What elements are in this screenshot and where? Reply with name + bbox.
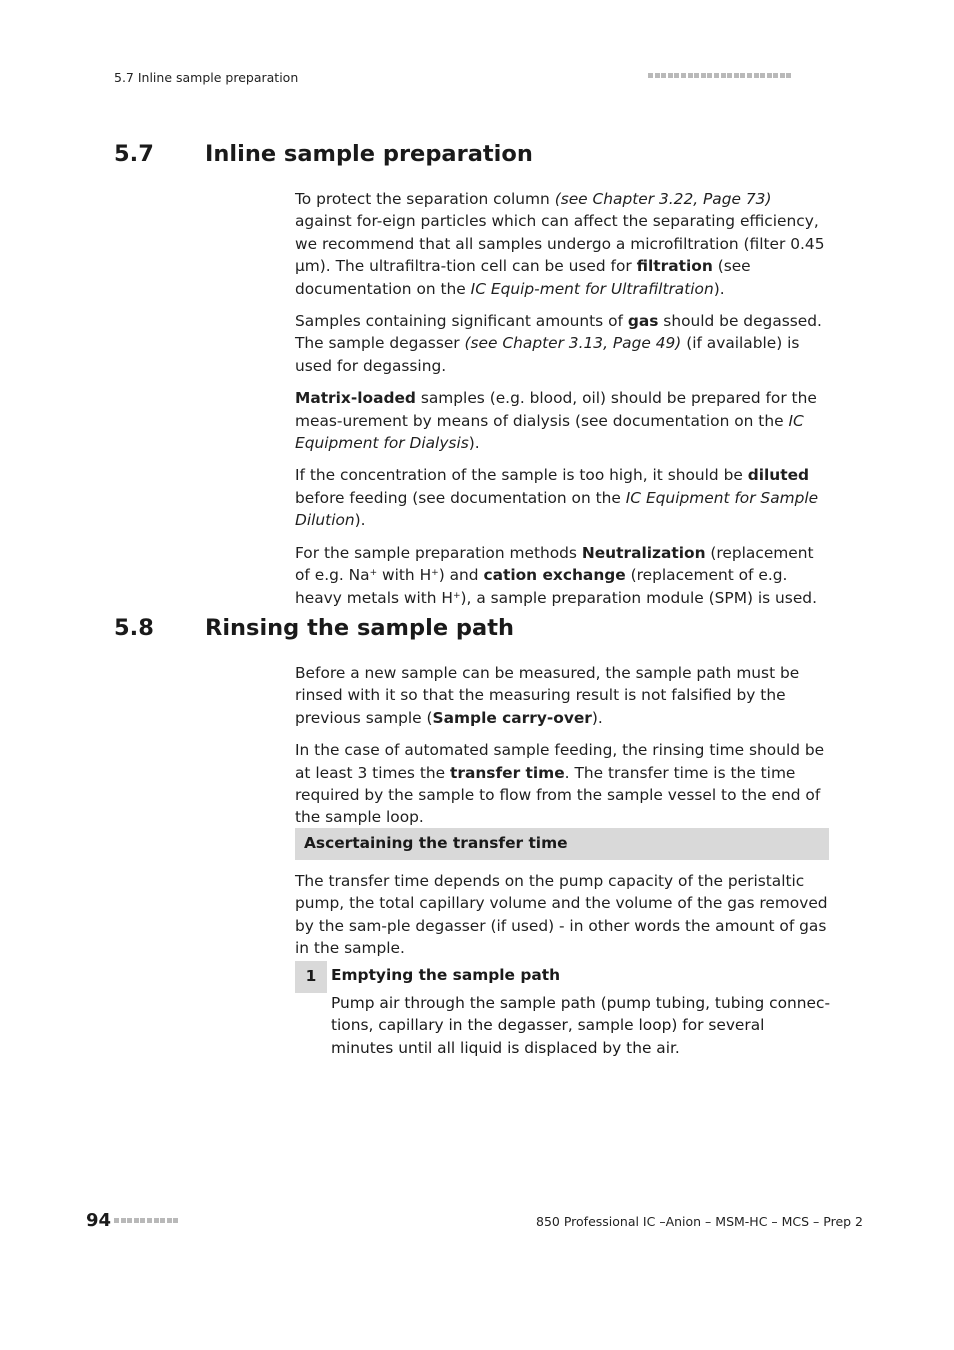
paragraph-transfer-time xyxy=(295,870,831,970)
paragraph-degassing: Samples containing significant amounts of gas should be degassed. The sample degasser (see Chapter 3.13, Page 49) (if available) is used for degassing. xyxy=(295,312,822,375)
subheading-transfer-time: Ascertaining the transfer time xyxy=(295,828,829,860)
section-57-number: 5.7 xyxy=(114,141,154,167)
header-decoration-squares xyxy=(648,73,793,78)
paragraph-rinsing-time: In the case of automated sample feeding, the rinsing time should be at least 3 times the transfer time. The transfer time is the time required by the sample to flow from the sample vessel to the end of the sample loop. xyxy=(295,741,825,827)
chapter-3-13-reference: (see Chapter 3.13, Page 49) xyxy=(464,334,682,353)
chapter-3-22-reference: (see Chapter 3.22, Page 73) xyxy=(554,190,772,208)
section-58-title: Rinsing the sample path xyxy=(205,615,514,641)
section-58-number: 5.8 xyxy=(114,615,154,641)
paragraph-column-protection: To protect the separation column (see Chapter 3.22, Page 73) against for-eign particles which can affect the separating efficiency, we recommend that all samples undergo a microfiltration (filter 0.45 µm). The ultrafiltra-tion cell can be used for filtration (see documentation on the IC Equip-ment for Ultrafiltration). xyxy=(295,190,825,298)
paragraph-dialysis: Matrix-loaded samples (e.g. blood, oil) should be prepared for the meas-urement by means of dialysis (see documentation on the IC Equipment for Dialysis). xyxy=(295,389,817,453)
footer-decoration-squares xyxy=(114,1218,180,1223)
section-57-heading xyxy=(114,141,714,171)
section-57-body xyxy=(295,188,831,619)
step-title: Emptying the sample path xyxy=(331,966,561,984)
paragraph-rinsing: Before a new sample can be measured, the sample path must be rinsed with it so that the measuring result is not falsified by the previous sample (Sample carry-over). xyxy=(295,664,800,727)
transfer-time-text: The transfer time depends on the pump capacity of the peristaltic pump, the total capillary volume and the volume of the gas removed by the sam-ple degasser (if used) - in other words the amount of gas in the sample. xyxy=(295,872,828,958)
paragraph-dilution: If the concentration of the sample is too high, it should be diluted before feeding (see documentation on the IC Equipment for Sample Dilution). xyxy=(295,466,819,530)
section-57-title: Inline sample preparation xyxy=(205,141,533,167)
running-header-section: 5.7 Inline sample preparation xyxy=(114,70,299,85)
step-number-badge: 1 xyxy=(295,961,327,993)
section-58-body xyxy=(295,662,831,839)
paragraph-spm: For the sample preparation methods Neutralization (replacement of e.g. Na+ with H+) and cation exchange (replacement of e.g. heavy metals with H+), a sample preparation module (SPM) is used. xyxy=(295,543,817,607)
section-58-heading xyxy=(114,615,714,645)
footer-product-name: 850 Professional IC –Anion – MSM-HC – MCS – Prep 2 xyxy=(536,1214,863,1229)
page-number: 94 xyxy=(86,1210,112,1231)
step-text: Pump air through the sample path (pump tubing, tubing connec-tions, capillary in the degasser, sample loop) for several minutes until all liquid is displaced by the air. xyxy=(331,994,831,1057)
